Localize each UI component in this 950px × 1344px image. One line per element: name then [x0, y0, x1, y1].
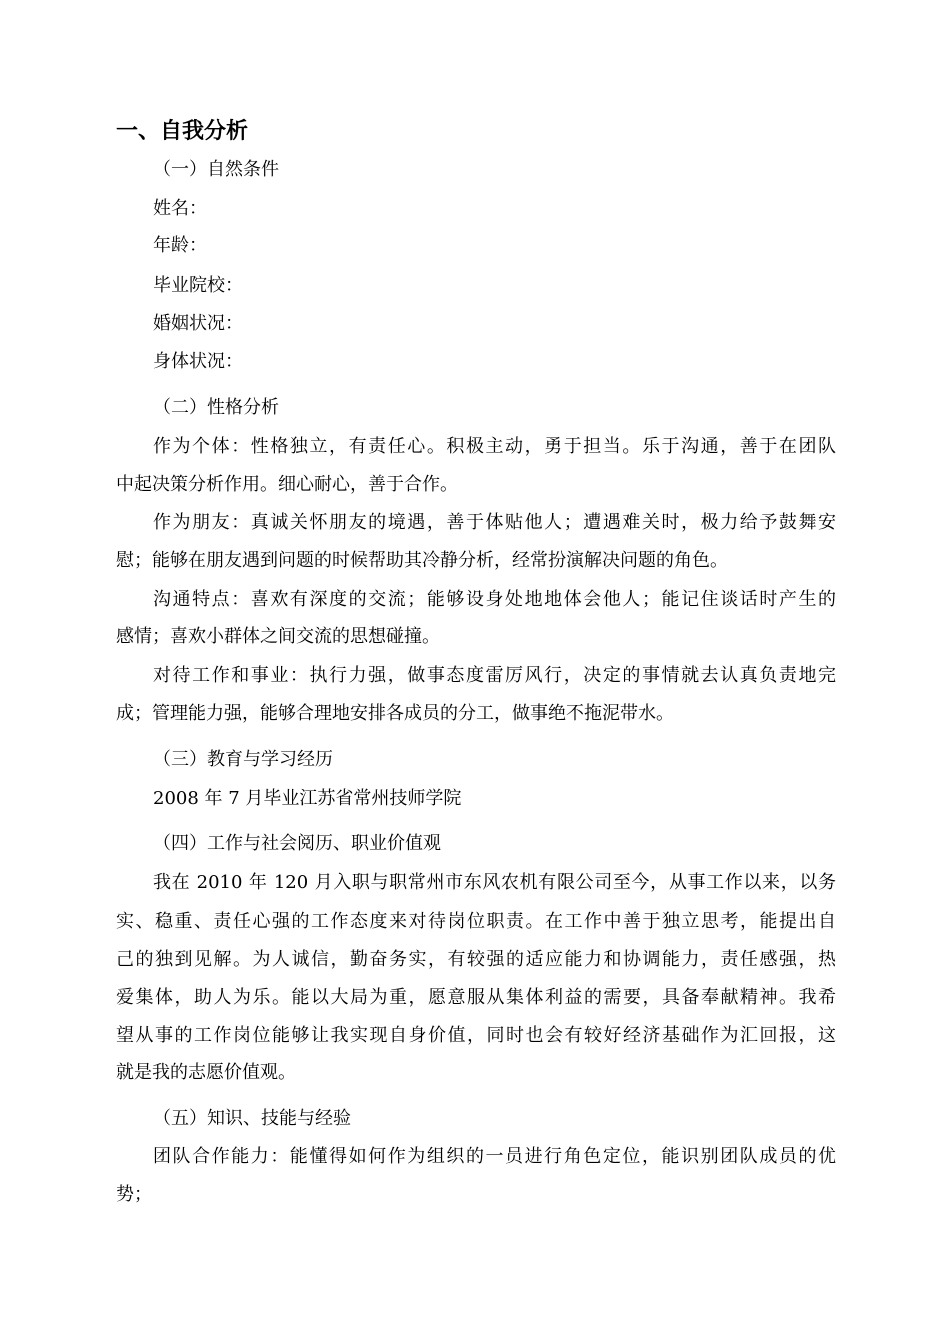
paragraph-line: 作为朋友：真诚关怀朋友的境遇，善于体贴他人；遭遇难关时，极力给予鼓舞安	[153, 512, 836, 533]
paragraph-line: 己的独到见解。为人诚信，勤奋务实，有较强的适应能力和协调能力，责任感强，热	[116, 949, 836, 970]
paragraph-line: 实、稳重、责任心强的工作态度来对待岗位职责。在工作中善于独立思考，能提出自	[116, 911, 836, 932]
paragraph-line: 成；管理能力强，能够合理地安排各成员的分工，做事绝不拖泥带水。	[116, 703, 674, 724]
paragraph-line: 团队合作能力：能懂得如何作为组织的一员进行角色定位，能识别团队成员的优	[153, 1146, 836, 1167]
paragraph-line: 就是我的志愿价值观。	[116, 1062, 296, 1083]
paragraph-line: 感情；喜欢小群体之间交流的思想碰撞。	[116, 626, 440, 647]
field-name: 姓名：	[153, 198, 207, 219]
subsection-title-personality: （二）性格分析	[153, 397, 279, 418]
section-heading: 一、自我分析	[116, 119, 249, 144]
paragraph-line: 中起决策分析作用。细心耐心，善于合作。	[116, 474, 458, 495]
paragraph-line: 作为个体：性格独立，有责任心。积极主动，勇于担当。乐于沟通，善于在团队	[153, 436, 836, 457]
field-marital-status: 婚姻状况：	[153, 313, 243, 334]
paragraph-line: 我在 2010 年 120 月入职与职常州市东风农机有限公司至今，从事工作以来，以务	[153, 872, 836, 893]
subsection-title-skills: （五）知识、技能与经验	[153, 1108, 351, 1129]
subsection-title-education: （三）教育与学习经历	[153, 749, 333, 770]
paragraph-line: 势；	[116, 1184, 152, 1205]
subsection-title-natural-conditions: （一）自然条件	[153, 159, 279, 180]
paragraph-line: 慰；能够在朋友遇到问题的时候帮助其冷静分析，经常扮演解决问题的角色。	[116, 550, 728, 571]
education-text: 2008 年 7 月毕业江苏省常州技师学院	[153, 788, 462, 809]
field-health-status: 身体状况：	[153, 351, 243, 372]
paragraph-line: 爱集体，助人为乐。能以大局为重，愿意服从集体利益的需要，具备奉献精神。我希	[116, 987, 836, 1008]
field-age: 年龄：	[153, 235, 207, 256]
paragraph-line: 沟通特点：喜欢有深度的交流；能够设身处地地体会他人；能记住谈话时产生的	[153, 589, 836, 610]
field-school: 毕业院校：	[153, 275, 243, 296]
paragraph-line: 对待工作和事业：执行力强，做事态度雷厉风行，决定的事情就去认真负责地完	[153, 665, 836, 686]
paragraph-line: 望从事的工作岗位能够让我实现自身价值，同时也会有较好经济基础作为汇回报，这	[116, 1025, 836, 1046]
subsection-title-work-experience: （四）工作与社会阅历、职业价值观	[153, 833, 441, 854]
